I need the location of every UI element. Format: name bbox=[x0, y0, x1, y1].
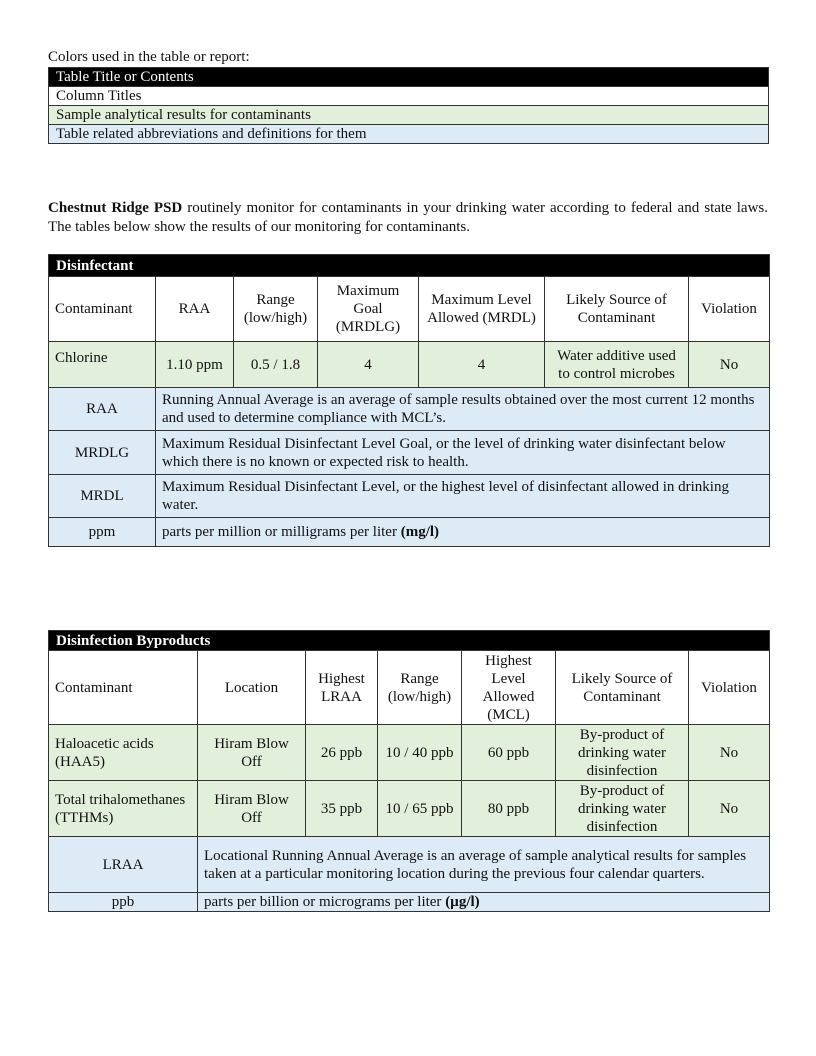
def-text: Locational Running Annual Average is an average of sample analytical results for samples taken at a particular monitoring location during the previous four calendar quarters. bbox=[198, 837, 770, 893]
table-row bbox=[49, 781, 770, 837]
cell-range: 10 / 65 ppb bbox=[378, 781, 462, 837]
intro-paragraph bbox=[48, 199, 768, 237]
def-term: MRDL bbox=[49, 475, 156, 518]
byproducts-title: Disinfection Byproducts bbox=[49, 631, 770, 651]
def-text: Maximum Residual Disinfectant Level Goal, or the level of drinking water disinfectant below which there is no known or expected risk to health. bbox=[156, 431, 770, 475]
disinfectant-title: Disinfectant bbox=[49, 255, 770, 277]
cell-violation: No bbox=[689, 342, 770, 388]
legend-heading: Colors used in the table or report: bbox=[48, 49, 250, 65]
color-legend-table bbox=[48, 67, 769, 144]
header-location: Location bbox=[198, 651, 306, 725]
definition-row bbox=[49, 475, 770, 518]
def-text-main: parts per billion or micrograms per liter bbox=[204, 894, 446, 910]
cell-allowed: 4 bbox=[419, 342, 545, 388]
intro-text: routinely monitor for contaminants in your drinking water according to federal and state laws. The tables below show the results of our monitoring for contaminants. bbox=[48, 200, 768, 235]
org-name: Chestnut Ridge PSD bbox=[48, 200, 183, 216]
legend-row-column-titles: Column Titles bbox=[49, 87, 769, 106]
cell-range: 0.5 / 1.8 bbox=[234, 342, 318, 388]
def-term: RAA bbox=[49, 388, 156, 431]
cell-location: Hiram Blow Off bbox=[198, 725, 306, 781]
definition-row bbox=[49, 518, 770, 547]
cell-location: Hiram Blow Off bbox=[198, 781, 306, 837]
definition-row bbox=[49, 837, 770, 893]
cell-source: By-product of drinking water disinfection bbox=[556, 781, 689, 837]
cell-mcl: 60 ppb bbox=[462, 725, 556, 781]
definition-row bbox=[49, 431, 770, 475]
header-source: Likely Source of Contaminant bbox=[545, 277, 689, 342]
def-unit: (µg/l) bbox=[445, 894, 480, 910]
def-term: LRAA bbox=[49, 837, 198, 893]
header-contaminant: Contaminant bbox=[49, 277, 156, 342]
legend-row-results: Sample analytical results for contaminants bbox=[49, 106, 769, 125]
def-text-main: parts per million or milligrams per liter bbox=[162, 524, 401, 540]
header-max-level: Maximum Level Allowed (MRDL) bbox=[419, 277, 545, 342]
legend-row-title: Table Title or Contents bbox=[49, 68, 769, 87]
def-text: Running Annual Average is an average of sample results obtained over the most current 12 months and used to determine compliance with MCL’s. bbox=[156, 388, 770, 431]
def-term: ppm bbox=[49, 518, 156, 547]
header-mcl: Highest Level Allowed (MCL) bbox=[462, 651, 556, 725]
def-text bbox=[198, 893, 770, 912]
def-text bbox=[156, 518, 770, 547]
def-term: MRDLG bbox=[49, 431, 156, 475]
cell-goal: 4 bbox=[318, 342, 419, 388]
cell-raa: 1.10 ppm bbox=[156, 342, 234, 388]
definition-row bbox=[49, 388, 770, 431]
cell-contaminant: Haloacetic acids (HAA5) bbox=[49, 725, 198, 781]
cell-contaminant: Chlorine bbox=[49, 342, 156, 388]
header-violation: Violation bbox=[689, 651, 770, 725]
definition-row bbox=[49, 893, 770, 912]
cell-mcl: 80 ppb bbox=[462, 781, 556, 837]
def-term: ppb bbox=[49, 893, 198, 912]
header-source: Likely Source of Contaminant bbox=[556, 651, 689, 725]
cell-source: By-product of drinking water disinfection bbox=[556, 725, 689, 781]
cell-range: 10 / 40 ppb bbox=[378, 725, 462, 781]
cell-contaminant: Total trihalomethanes (TTHMs) bbox=[49, 781, 198, 837]
header-highest-lraa: Highest LRAA bbox=[306, 651, 378, 725]
table-row bbox=[49, 342, 770, 388]
header-range: Range (low/high) bbox=[234, 277, 318, 342]
byproducts-table bbox=[48, 630, 770, 912]
header-violation: Violation bbox=[689, 277, 770, 342]
def-text: Maximum Residual Disinfectant Level, or the highest level of disinfectant allowed in drinking water. bbox=[156, 475, 770, 518]
header-max-goal: Maximum Goal (MRDLG) bbox=[318, 277, 419, 342]
legend-row-definitions: Table related abbreviations and definitions for them bbox=[49, 125, 769, 144]
cell-violation: No bbox=[689, 725, 770, 781]
cell-lraa: 35 ppb bbox=[306, 781, 378, 837]
cell-violation: No bbox=[689, 781, 770, 837]
header-raa: RAA bbox=[156, 277, 234, 342]
cell-source: Water additive used to control microbes bbox=[545, 342, 689, 388]
header-range: Range (low/high) bbox=[378, 651, 462, 725]
def-unit: (mg/l) bbox=[400, 524, 440, 540]
disinfectant-table bbox=[48, 254, 770, 547]
header-contaminant: Contaminant bbox=[49, 651, 198, 725]
cell-lraa: 26 ppb bbox=[306, 725, 378, 781]
table-row bbox=[49, 725, 770, 781]
